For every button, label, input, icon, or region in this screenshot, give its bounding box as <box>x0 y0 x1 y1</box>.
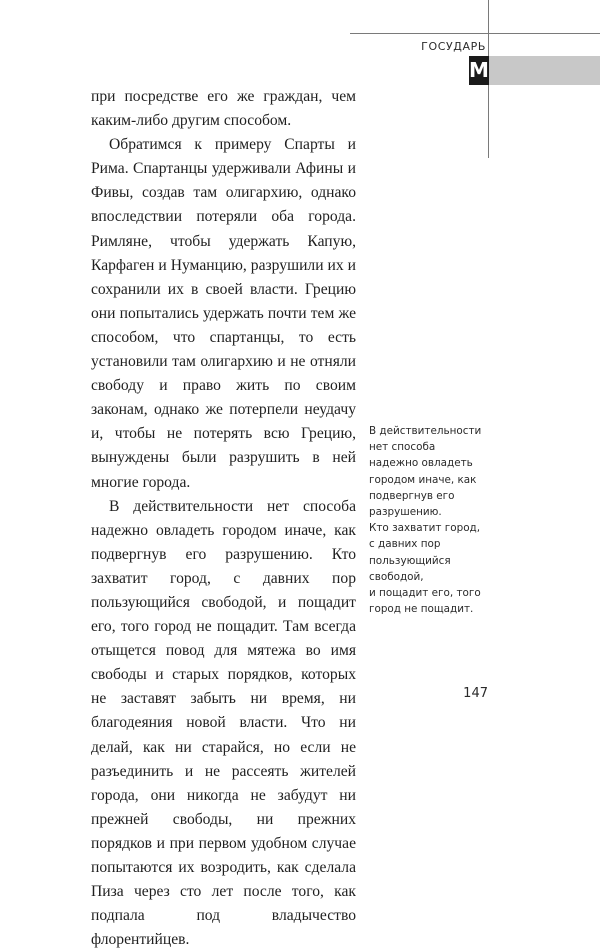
paragraph-1: при посредстве его же граждан, чем каким-либо другим способом. <box>91 88 356 130</box>
paragraph-3: В действительности нет способа надежно овладеть городом иначе, как подвергнув его разрушению. Кто захватит город, с давних пор пользующийся свободой, и пощадит его, того город не пощадит. Там всегда отыщется повод для мятежа во имя свободы и старых порядков, которых не заставят забыть ни время, ни благодеяния новой власти. Что ни делай, как ни старайся, но если не разъединить и не рассеять жителей города, они никогда не забудут ни прежней свободы, ни прежних порядков и при первом удобном случае попытаются их возродить, как сделала Пиза через сто лет после того, как подпала под владычество флорентийцев. <box>91 497 356 949</box>
chapter-letter: М <box>469 56 489 85</box>
main-text <box>91 85 356 952</box>
horizontal-rule <box>350 33 600 34</box>
paragraph-2: Обратимся к примеру Спарты и Рима. Спартанцы удерживали Афины и Фивы, создав там олигархию, однако впоследствии потеряли оба города. Римляне, чтобы удержать Капую, Карфаген и Нуманцию, разрушили их и сохранили их в своей власти. Грецию они попытались удержать почти тем же способом, что спартанцы, то есть установили там олигархию и не отняли свободу и право жить по своим законам, однако же потерпели неудачу и, чтобы не потерять всю Грецию, вынуждены были разрушить в ней многие города. <box>91 136 356 491</box>
page-number: 147 <box>463 686 488 701</box>
running-head: ГОСУДАРЬ <box>421 40 486 53</box>
chapter-marker <box>469 56 600 85</box>
margin-quote: В действительности нет способа надежно овладеть городом иначе, как подвергнув его разрушению. Кто захватит город, с давних пор пользующийся свободой, и пощадит его, того город не пощадит. <box>369 425 482 616</box>
